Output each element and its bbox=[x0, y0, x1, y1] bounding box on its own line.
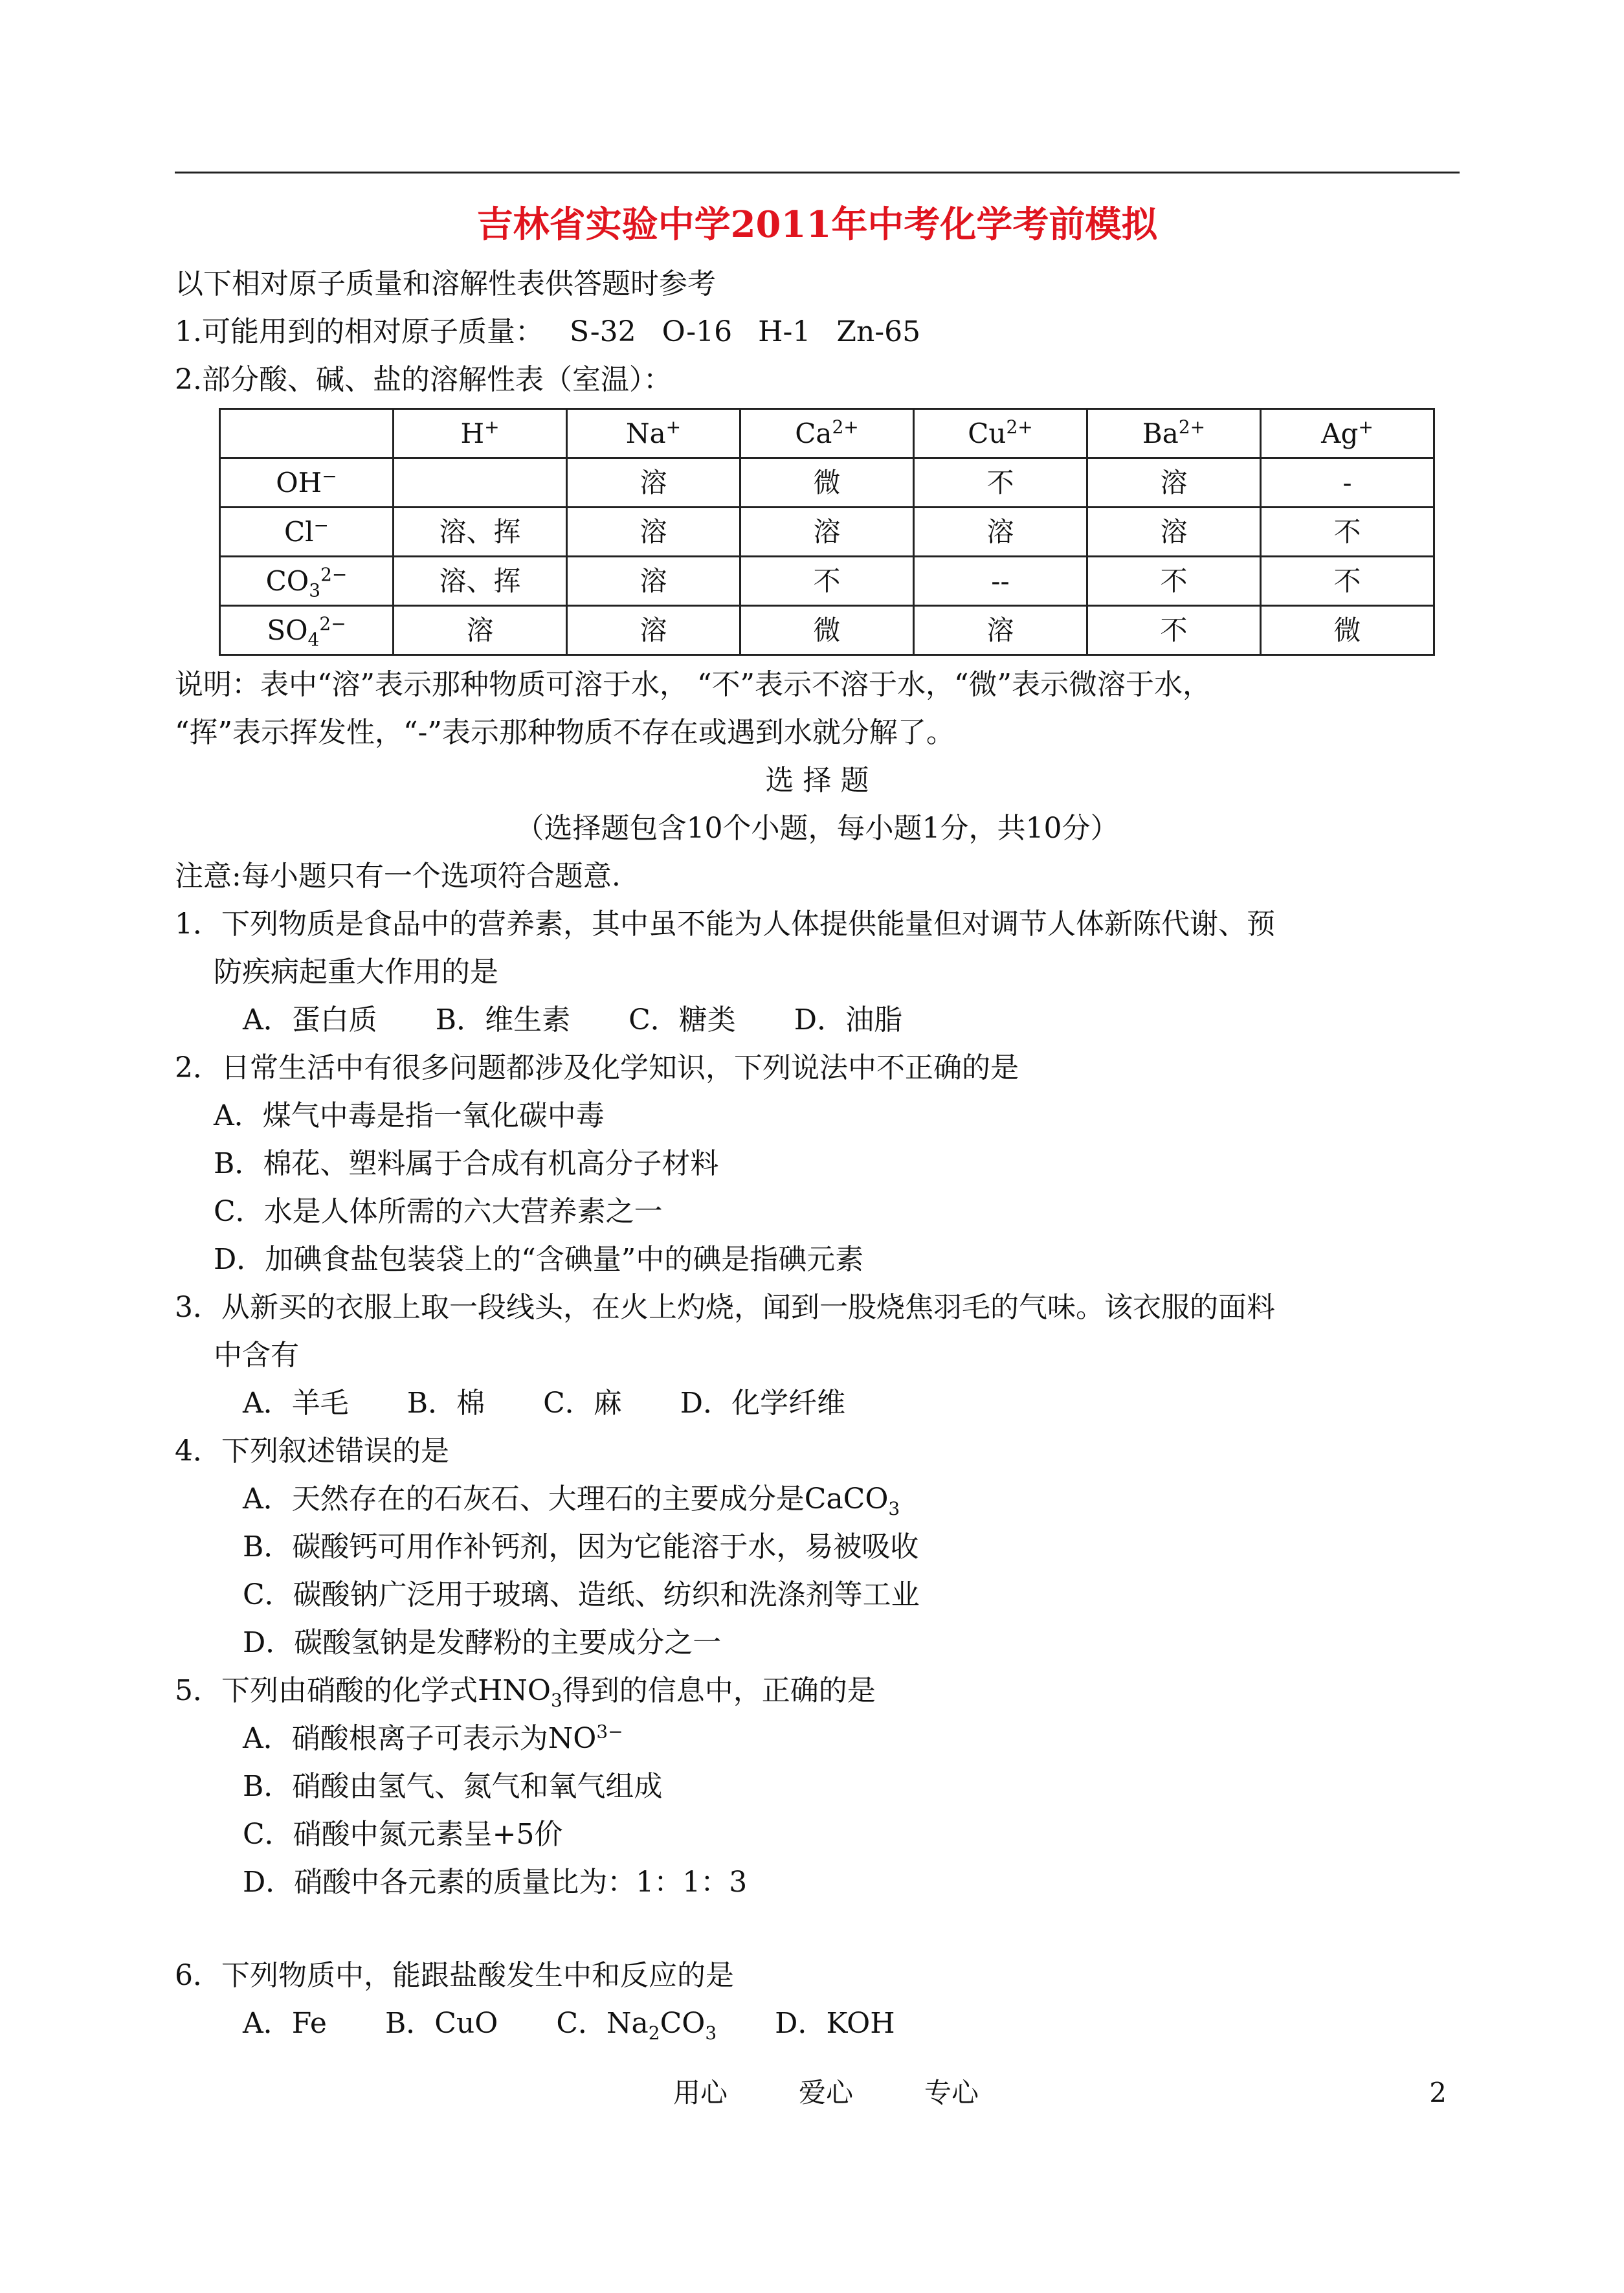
header-rule bbox=[175, 172, 1460, 173]
table-cell: 溶 bbox=[1087, 458, 1261, 508]
atomic-masses bbox=[175, 308, 1460, 356]
table-cell: 不 bbox=[1261, 557, 1434, 606]
table-cell: 溶 bbox=[567, 458, 740, 508]
intro-text: 以下相对原子质量和溶解性表供答题时参考 bbox=[175, 267, 716, 300]
question-3-stem: 3．从新买的衣服上取一段线头，在火上灼烧，闻到一股烧焦羽毛的气味。该衣服的面料 bbox=[175, 1291, 1275, 1324]
table-note-line-1: 说明：表中“溶”表示那种物质可溶于水， “不”表示不溶于水，“微”表示微溶于水， bbox=[175, 668, 1211, 701]
cation-header: Na+ bbox=[567, 409, 740, 458]
question-5-stem: 5．下列由硝酸的化学式$HNO_3$得到的信息中，正确的是 bbox=[175, 1674, 876, 1711]
question-3-options bbox=[175, 1380, 1460, 1427]
table-header-row bbox=[220, 409, 1434, 458]
option[interactable]: D．碳酸氢钠是发酵粉的主要成分之一 bbox=[243, 1626, 722, 1659]
table-row bbox=[220, 606, 1434, 655]
table-cell: 溶 bbox=[914, 606, 1087, 655]
option[interactable]: C．硝酸中氮元素呈+5价 bbox=[243, 1818, 563, 1851]
option[interactable]: A．硝酸根离子可表示为$NO^{3-}$ bbox=[243, 1721, 623, 1755]
table-cell: 溶 bbox=[914, 508, 1087, 557]
anion-header: Cl− bbox=[220, 508, 394, 557]
section-title: 选 择 题 bbox=[765, 764, 869, 797]
option[interactable]: A．蛋白质 bbox=[243, 1003, 377, 1036]
option[interactable]: D．加碘食盐包装袋上的“含碘量”中的碘是指碘元素 bbox=[214, 1243, 864, 1276]
atomic-masses-label: 1.可能用到的相对原子质量： bbox=[175, 315, 544, 348]
anion-header: $SO_4^{2-}$ bbox=[220, 606, 394, 655]
question-6-stem: 6．下列物质中，能跟盐酸发生中和反应的是 bbox=[175, 1959, 734, 1992]
spacer bbox=[175, 1907, 1460, 1952]
page-footer bbox=[175, 2074, 1460, 2112]
table-cell: 微 bbox=[740, 606, 914, 655]
atomic-mass-item: H-1 bbox=[758, 315, 811, 348]
option[interactable]: B．硝酸由氢气、氮气和氧气组成 bbox=[243, 1770, 663, 1803]
table-cell: 溶、挥 bbox=[394, 508, 567, 557]
table-cell: 微 bbox=[740, 458, 914, 508]
atomic-mass-item: Zn-65 bbox=[836, 315, 921, 348]
option[interactable]: D．硝酸中各元素的质量比为：1：1：3 bbox=[243, 1866, 748, 1899]
table-cell: - bbox=[1261, 458, 1434, 508]
anion-header: OH− bbox=[220, 458, 394, 508]
table-cell bbox=[394, 458, 567, 508]
table-cell: 溶 bbox=[394, 606, 567, 655]
option[interactable]: C．$Na_2CO_3$ bbox=[556, 2007, 717, 2044]
table-note-line-2: “挥”表示挥发性，“-”表示那种物质不存在或遇到水就分解了。 bbox=[175, 716, 955, 749]
option[interactable]: A．Fe bbox=[243, 2007, 327, 2040]
cation-header: $Ba^{2+}$ bbox=[1087, 409, 1261, 458]
option[interactable]: C．糖类 bbox=[628, 1003, 736, 1036]
table-corner-cell bbox=[220, 409, 394, 458]
document-title: 吉林省实验中学2011年中考化学考前模拟 bbox=[476, 203, 1158, 246]
footer-motto-2: 爱心 bbox=[799, 2077, 854, 2108]
question-3-stem-cont: 中含有 bbox=[214, 1339, 299, 1372]
solubility-table bbox=[219, 408, 1435, 656]
footer-motto-1: 用心 bbox=[673, 2077, 728, 2108]
cation-header: $Cu^{2+}$ bbox=[914, 409, 1087, 458]
question-1-stem: 1．下列物质是食品中的营养素，其中虽不能为人体提供能量但对调节人体新陈代谢、预 bbox=[175, 908, 1275, 941]
question-1-stem-cont: 防疾病起重大作用的是 bbox=[214, 956, 498, 989]
option[interactable]: C．碳酸钠广泛用于玻璃、造纸、纺织和洗涤剂等工业 bbox=[243, 1578, 920, 1611]
option[interactable]: D．油脂 bbox=[794, 1003, 903, 1036]
table-row bbox=[220, 557, 1434, 606]
question-4-stem: 4．下列叙述错误的是 bbox=[175, 1435, 449, 1468]
footer-motto bbox=[673, 2074, 979, 2112]
table-cell: 不 bbox=[1261, 508, 1434, 557]
section-description: （选择题包含10个小题，每小题1分，共10分） bbox=[515, 812, 1119, 845]
cation-header: Ag+ bbox=[1261, 409, 1434, 458]
option[interactable]: A．羊毛 bbox=[243, 1387, 349, 1420]
question-1-options bbox=[175, 996, 1460, 1044]
table-cell: 不 bbox=[1087, 606, 1261, 655]
page-number: 2 bbox=[1429, 2077, 1447, 2108]
anion-header: $CO_3^{2-}$ bbox=[220, 557, 394, 606]
atomic-mass-item: S-32 bbox=[569, 315, 636, 348]
question-6-options bbox=[175, 2000, 1460, 2048]
table-cell: -- bbox=[914, 557, 1087, 606]
option[interactable]: B．棉 bbox=[406, 1387, 485, 1420]
option[interactable]: A．天然存在的石灰石、大理石的主要成分是CaCO$_3$ bbox=[243, 1482, 900, 1519]
table-cell: 溶 bbox=[567, 508, 740, 557]
table-row bbox=[220, 458, 1434, 508]
table-cell: 不 bbox=[914, 458, 1087, 508]
cation-header: H+ bbox=[394, 409, 567, 458]
table-cell: 溶、挥 bbox=[394, 557, 567, 606]
table-row bbox=[220, 508, 1434, 557]
option[interactable]: C．麻 bbox=[543, 1387, 622, 1420]
question-2-stem: 2．日常生活中有很多问题都涉及化学知识，下列说法中不正确的是 bbox=[175, 1051, 1019, 1084]
table-cell: 不 bbox=[740, 557, 914, 606]
option[interactable]: B．碳酸钙可用作补钙剂，因为它能溶于水，易被吸收 bbox=[243, 1530, 919, 1563]
table-cell: 不 bbox=[1087, 557, 1261, 606]
option[interactable]: D．化学纤维 bbox=[680, 1387, 846, 1420]
table-cell: 溶 bbox=[1087, 508, 1261, 557]
table-cell: 微 bbox=[1261, 606, 1434, 655]
table-cell: 溶 bbox=[567, 606, 740, 655]
option[interactable]: A．煤气中毒是指一氧化碳中毒 bbox=[214, 1099, 605, 1132]
table-caption: 2.部分酸、碱、盐的溶解性表（室温）： bbox=[175, 363, 672, 396]
option[interactable]: B．CuO bbox=[384, 2007, 498, 2040]
document-page bbox=[175, 0, 1460, 2138]
option[interactable]: D．KOH bbox=[775, 2007, 895, 2040]
table-cell: 溶 bbox=[740, 508, 914, 557]
option[interactable]: B．棉花、塑料属于合成有机高分子材料 bbox=[214, 1147, 719, 1180]
atomic-mass-item: O-16 bbox=[662, 315, 733, 348]
table-cell: 溶 bbox=[567, 557, 740, 606]
attention-note: 注意:每小题只有一个选项符合题意. bbox=[175, 860, 621, 893]
option[interactable]: C．水是人体所需的六大营养素之一 bbox=[214, 1195, 663, 1228]
cation-header: $Ca^{2+}$ bbox=[740, 409, 914, 458]
option[interactable]: B．维生素 bbox=[435, 1003, 571, 1036]
footer-motto-3: 专心 bbox=[924, 2077, 979, 2108]
